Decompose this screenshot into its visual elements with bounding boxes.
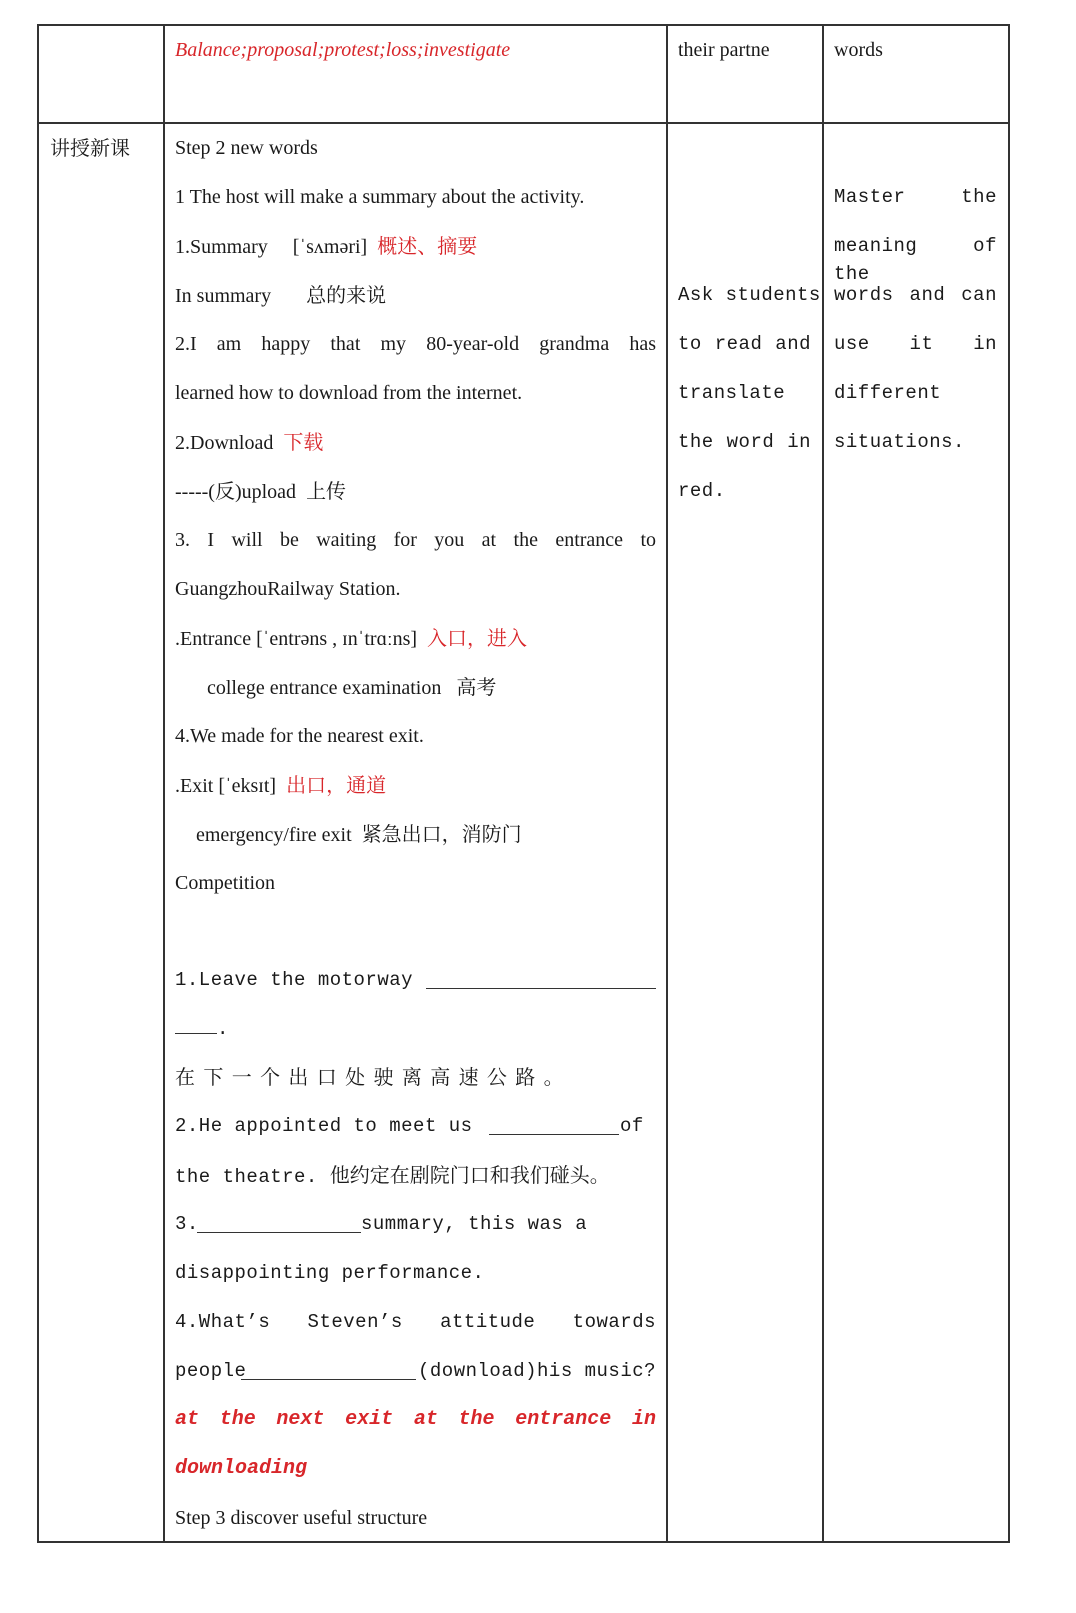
phrase-emergency-exit-term: emergency/fire exit: [196, 824, 352, 846]
exercise-4-end: (download)his music?: [418, 1360, 657, 1382]
word-upload-term: -----(反)upload: [175, 481, 297, 503]
phrase-in-summary-term: In summary: [175, 285, 272, 307]
example-sentence-1: 1 The host will make a summary about the activity.: [175, 186, 585, 208]
competition-heading: Competition: [175, 872, 275, 894]
table-border-right: [1008, 24, 1010, 1543]
aim-line-2: meaning of the: [834, 235, 997, 285]
answer-key-line1: at the next exit at the entrance in: [175, 1408, 656, 1431]
exercise-3-blank[interactable]: [197, 1214, 361, 1233]
phrase-college-entrance-term: college entrance examination: [207, 677, 442, 699]
phrase-college-entrance-meaning: 高考: [456, 675, 497, 699]
row1-aim-text: words: [834, 39, 883, 61]
word-download-term: 2.Download: [175, 432, 274, 454]
table-border-bottom: [37, 1541, 1009, 1543]
word-entrance: [175, 624, 527, 653]
word-upload-meaning: 上传: [306, 479, 347, 503]
word-download-meaning: 下载: [283, 430, 324, 454]
example-sentence-2-line2: learned how to download from the internet.: [175, 382, 523, 404]
aim-line-6: situations.: [834, 431, 965, 453]
exercise-1-text: 1.Leave the motorway: [175, 969, 414, 991]
exercise-1-line1: [175, 966, 413, 994]
exercise-3-number: 3.: [175, 1213, 199, 1235]
phrase-emergency-exit: [196, 820, 522, 849]
activity-line-3: translate: [678, 382, 786, 404]
phrase-emergency-exit-meaning: 紧急出口，消防门: [361, 822, 522, 846]
exercise-2-line2: [175, 1161, 610, 1191]
answer-key-line2: downloading: [175, 1457, 308, 1480]
exercise-3-line1-end: summary, this was a: [361, 1213, 588, 1235]
aim-line-1: Master the: [834, 186, 997, 208]
exercise-2-blank[interactable]: [489, 1116, 619, 1135]
step3-heading: Step 3 discover useful structure: [175, 1507, 428, 1529]
example-sentence-2-line1: 2.I am happy that my 80-year-old grandma has: [175, 333, 656, 355]
example-sentence-3-line1: 3. I will be waiting for you at the entrance to: [175, 529, 656, 551]
activity-line-5: red.: [678, 480, 726, 502]
word-entrance-term: .Entrance [ˈentrəns , ɪnˈtrɑːns]: [175, 628, 418, 650]
word-upload: [175, 477, 346, 506]
word-summary: [175, 232, 477, 261]
exercise-1-blank[interactable]: [426, 970, 656, 989]
stage-label: 讲授新课: [50, 136, 130, 160]
exercise-4-blank[interactable]: [241, 1361, 416, 1380]
exercise-1-end: .: [217, 1018, 229, 1040]
table-border-left: [37, 24, 39, 1543]
activity-line-2: to read and: [678, 333, 811, 355]
row1-activity-text: their partne: [678, 39, 770, 61]
exercise-2-of: of: [620, 1115, 644, 1137]
exercise-2-translation: 他约定在剧院门口和我们碰头。: [329, 1163, 610, 1187]
activity-line-4: the word in: [678, 431, 811, 453]
example-sentence-3-line2: GuangzhouRailway Station.: [175, 578, 401, 600]
exercise-1-blank-cont[interactable]: [175, 1015, 217, 1034]
exercise-1-translation: 在 下 一 个 出 口 处 驶 离 高 速 公 路 。: [175, 1065, 565, 1089]
phrase-college-entrance: [207, 673, 496, 702]
step2-heading: Step 2 new words: [175, 137, 318, 159]
exercise-2-text: 2.He appointed to meet us: [175, 1115, 473, 1137]
table-col-divider-2: [666, 24, 668, 1543]
word-exit-term: .Exit [ˈeksɪt]: [175, 775, 277, 797]
table-border-top: [37, 24, 1009, 26]
exercise-4-start: people: [175, 1360, 247, 1382]
table-row-divider: [37, 122, 1009, 124]
review-vocabulary: Balance;proposal;protest;loss;investigate: [175, 39, 511, 61]
exercise-2-text-end: the theatre.: [175, 1166, 318, 1188]
word-summary-phonetic: [ˈsʌməri]: [292, 236, 368, 258]
word-download: [175, 428, 323, 457]
exercise-1-line2: [175, 1015, 229, 1043]
exercise-4-line1: 4.What’s Steven’s attitude towards: [175, 1311, 656, 1333]
word-entrance-meaning: 入口，进入: [427, 626, 528, 650]
table-col-divider-1: [163, 24, 165, 1543]
word-summary-meaning: 概述、摘要: [377, 234, 478, 258]
phrase-in-summary: [175, 281, 386, 310]
exercise-3-line2: disappointing performance.: [175, 1262, 485, 1284]
aim-line-3: words and can: [834, 284, 997, 306]
example-sentence-4: 4.We made for the nearest exit.: [175, 725, 424, 747]
word-summary-term: 1.Summary: [175, 236, 268, 258]
activity-line-1: Ask students: [678, 284, 821, 306]
phrase-in-summary-meaning: 总的来说: [306, 283, 387, 307]
aim-line-5: different: [834, 382, 942, 404]
word-exit: [175, 771, 386, 800]
word-exit-meaning: 出口，通道: [286, 773, 387, 797]
exercise-2-line1: [175, 1112, 473, 1140]
aim-line-4: use it in: [834, 333, 997, 355]
table-col-divider-3: [822, 24, 824, 1543]
